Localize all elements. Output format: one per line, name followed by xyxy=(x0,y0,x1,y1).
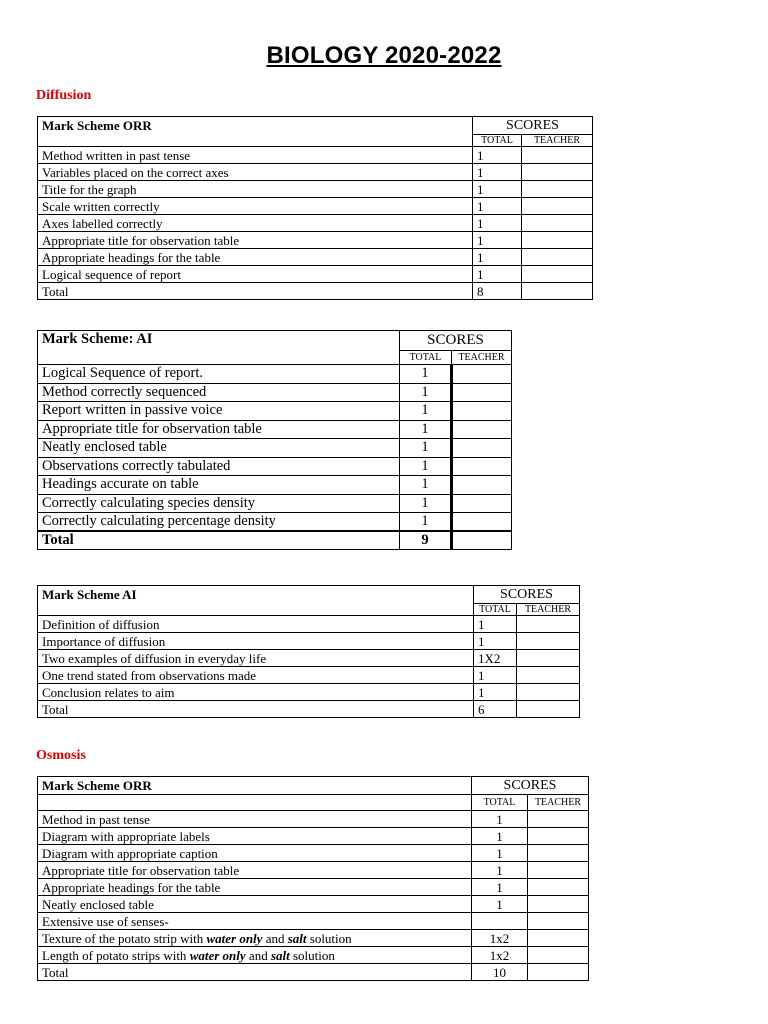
criterion-cell: Axes labelled correctly xyxy=(38,215,473,232)
table-row xyxy=(38,930,589,947)
total-score-cell: 1 xyxy=(400,494,452,513)
criterion-cell: Total xyxy=(38,964,472,981)
table-row xyxy=(38,494,512,513)
table-row xyxy=(38,383,512,402)
teacher-score-cell[interactable] xyxy=(452,383,512,402)
teacher-score-cell[interactable] xyxy=(522,181,593,198)
table-row xyxy=(38,633,580,650)
mark-scheme-table-orr-osmosis xyxy=(37,776,589,981)
teacher-score-cell[interactable] xyxy=(522,232,593,249)
total-score-cell: 1 xyxy=(473,198,522,215)
table-row xyxy=(38,198,593,215)
teacher-score-cell[interactable] xyxy=(452,402,512,421)
criterion-text: and xyxy=(245,947,271,963)
table-row xyxy=(38,913,589,930)
teacher-score-cell[interactable] xyxy=(522,164,593,181)
scores-header: SCORES xyxy=(400,331,512,351)
criterion-cell: Method in past tense xyxy=(38,811,472,828)
total-score-cell: 1 xyxy=(473,181,522,198)
teacher-score-cell[interactable] xyxy=(517,650,580,667)
table-row xyxy=(38,701,580,718)
criterion-cell: Conclusion relates to aim xyxy=(38,684,474,701)
criterion-cell: Diagram with appropriate caption xyxy=(38,845,472,862)
criterion-cell: Appropriate title for observation table xyxy=(38,862,472,879)
teacher-score-cell[interactable] xyxy=(517,684,580,701)
total-score-cell: 1X2 xyxy=(474,650,517,667)
scores-header: SCORES xyxy=(473,117,593,135)
criterion-cell: Total xyxy=(38,531,400,550)
criterion-cell: Appropriate title for observation table xyxy=(38,420,400,439)
teacher-score-cell[interactable] xyxy=(522,215,593,232)
criterion-cell: Correctly calculating percentage density xyxy=(38,513,400,532)
total-score-cell: 1 xyxy=(473,249,522,266)
teacher-score-cell[interactable] xyxy=(452,439,512,458)
table-row xyxy=(38,215,593,232)
total-score-cell: 1 xyxy=(472,845,528,862)
criterion-cell: Total xyxy=(38,283,473,300)
teacher-score-cell[interactable] xyxy=(528,862,589,879)
teacher-score-cell[interactable] xyxy=(528,828,589,845)
criterion-text: and xyxy=(262,930,288,946)
total-column-header: TOTAL xyxy=(474,604,517,616)
total-score-cell: 10 xyxy=(472,964,528,981)
table-row xyxy=(38,249,593,266)
criterion-cell: Correctly calculating species density xyxy=(38,494,400,513)
total-score-cell: 1 xyxy=(474,667,517,684)
teacher-score-cell[interactable] xyxy=(528,896,589,913)
table-row xyxy=(38,420,512,439)
table-row xyxy=(38,964,589,981)
teacher-score-cell[interactable] xyxy=(517,616,580,633)
total-score-cell: 1 xyxy=(472,828,528,845)
total-score-cell: 1 xyxy=(400,476,452,495)
table-row xyxy=(38,181,593,198)
table-row xyxy=(38,402,512,421)
teacher-column-header: TEACHER xyxy=(517,604,580,616)
teacher-column-header: TEACHER xyxy=(522,135,593,147)
total-score-cell: 1 xyxy=(473,147,522,164)
table-row xyxy=(38,879,589,896)
total-score-cell: 1 xyxy=(472,811,528,828)
total-score-cell: 8 xyxy=(473,283,522,300)
criterion-cell: Definition of diffusion xyxy=(38,616,474,633)
teacher-score-cell[interactable] xyxy=(522,147,593,164)
teacher-score-cell[interactable] xyxy=(452,494,512,513)
teacher-score-cell[interactable] xyxy=(528,879,589,896)
teacher-score-cell[interactable] xyxy=(517,633,580,650)
criterion-cell: Observations correctly tabulated xyxy=(38,457,400,476)
teacher-score-cell[interactable] xyxy=(452,531,512,550)
teacher-score-cell[interactable] xyxy=(452,365,512,384)
table-row xyxy=(38,616,580,633)
criterion-cell: Importance of diffusion xyxy=(38,633,474,650)
table-row xyxy=(38,232,593,249)
mark-scheme-table-orr-diffusion xyxy=(37,116,593,300)
criterion-cell: Total xyxy=(38,701,474,718)
criterion-cell: Report written in passive voice xyxy=(38,402,400,421)
teacher-score-cell[interactable] xyxy=(517,667,580,684)
total-column-header: TOTAL xyxy=(472,795,528,811)
table-row xyxy=(38,365,512,384)
teacher-score-cell[interactable] xyxy=(517,701,580,718)
scores-header: SCORES xyxy=(472,777,589,795)
table-caption: Mark Scheme AI xyxy=(38,586,474,616)
criterion-cell: Logical Sequence of report. xyxy=(38,365,400,384)
total-score-cell: 1 xyxy=(472,896,528,913)
teacher-score-cell[interactable] xyxy=(528,811,589,828)
total-score-cell: 1x2 xyxy=(472,930,528,947)
criterion-cell xyxy=(38,930,472,947)
emphasis-text: water only xyxy=(206,930,263,946)
total-score-cell: 1 xyxy=(400,383,452,402)
teacher-score-cell[interactable] xyxy=(452,457,512,476)
table-row xyxy=(38,947,589,964)
criterion-cell: Diagram with appropriate labels xyxy=(38,828,472,845)
criterion-cell: Appropriate title for observation table xyxy=(38,232,473,249)
teacher-score-cell[interactable] xyxy=(528,964,589,981)
criterion-cell: Method written in past tense xyxy=(38,147,473,164)
total-score-cell: 1 xyxy=(400,457,452,476)
emphasis-text: salt xyxy=(270,947,290,963)
total-score-cell: 6 xyxy=(474,701,517,718)
section-heading-osmosis: Osmosis xyxy=(36,748,86,763)
table-row xyxy=(38,667,580,684)
table-row xyxy=(38,845,589,862)
mark-scheme-table-ai-diffusion xyxy=(37,330,512,550)
total-score-cell: 1 xyxy=(473,266,522,283)
teacher-score-cell[interactable] xyxy=(522,266,593,283)
teacher-score-cell[interactable] xyxy=(528,913,589,930)
table-row xyxy=(38,650,580,667)
total-score-cell: 1x2 xyxy=(472,947,528,964)
table-row xyxy=(38,684,580,701)
teacher-score-cell[interactable] xyxy=(522,249,593,266)
table-row xyxy=(38,896,589,913)
criterion-cell: Appropriate headings for the table xyxy=(38,879,472,896)
criterion-text: Length of potato strips with xyxy=(42,947,190,963)
criterion-cell: Scale written correctly xyxy=(38,198,473,215)
table-row xyxy=(38,513,512,532)
teacher-score-cell[interactable] xyxy=(528,845,589,862)
table-row xyxy=(38,439,512,458)
criterion-cell xyxy=(38,947,472,964)
table-row xyxy=(38,147,593,164)
total-score-cell: 1 xyxy=(400,402,452,421)
total-score-cell: 1 xyxy=(472,862,528,879)
criterion-cell: Logical sequence of report xyxy=(38,266,473,283)
table-row xyxy=(38,828,589,845)
section-heading-diffusion: Diffusion xyxy=(36,88,92,103)
criterion-cell: Neatly enclosed table xyxy=(38,896,472,913)
blank-cell xyxy=(38,795,472,811)
teacher-score-cell[interactable] xyxy=(452,476,512,495)
table-row xyxy=(38,476,512,495)
teacher-score-cell[interactable] xyxy=(452,513,512,532)
table-row xyxy=(38,164,593,181)
table-row xyxy=(38,811,589,828)
total-column-header: TOTAL xyxy=(473,135,522,147)
table-row xyxy=(38,457,512,476)
criterion-cell: One trend stated from observations made xyxy=(38,667,474,684)
criterion-cell: Title for the graph xyxy=(38,181,473,198)
table-caption: Mark Scheme: AI xyxy=(38,331,400,365)
table-row xyxy=(38,266,593,283)
criterion-text: Texture of the potato strip with xyxy=(42,930,207,946)
criterion-cell: Extensive use of senses- xyxy=(38,913,472,930)
criterion-text: solution xyxy=(306,930,352,946)
teacher-score-cell[interactable] xyxy=(522,198,593,215)
criterion-cell: Method correctly sequenced xyxy=(38,383,400,402)
criterion-cell: Two examples of diffusion in everyday life xyxy=(38,650,474,667)
total-score-cell: 1 xyxy=(472,879,528,896)
criterion-cell: Headings accurate on table xyxy=(38,476,400,495)
total-score-cell: 1 xyxy=(473,164,522,181)
total-score-cell: 1 xyxy=(400,513,452,532)
table-row xyxy=(38,862,589,879)
teacher-score-cell[interactable] xyxy=(452,420,512,439)
criterion-cell: Neatly enclosed table xyxy=(38,439,400,458)
total-score-cell: 9 xyxy=(400,531,452,550)
table-caption: Mark Scheme ORR xyxy=(38,777,472,795)
total-score-cell: 1 xyxy=(473,232,522,249)
total-score-cell: 1 xyxy=(474,684,517,701)
emphasis-text: water only xyxy=(189,947,246,963)
total-column-header: TOTAL xyxy=(400,351,452,365)
criterion-cell: Variables placed on the correct axes xyxy=(38,164,473,181)
table-row xyxy=(38,283,593,300)
criterion-text: solution xyxy=(289,947,335,963)
total-score-cell: 1 xyxy=(473,215,522,232)
teacher-score-cell[interactable] xyxy=(522,283,593,300)
criterion-cell: Appropriate headings for the table xyxy=(38,249,473,266)
total-score-cell: 1 xyxy=(400,439,452,458)
table-caption: Mark Scheme ORR xyxy=(38,117,473,147)
teacher-score-cell[interactable] xyxy=(528,947,589,964)
total-score-cell: 1 xyxy=(400,420,452,439)
mark-scheme-table-ai-diffusion-2 xyxy=(37,585,580,718)
teacher-score-cell[interactable] xyxy=(528,930,589,947)
total-score-cell: 1 xyxy=(474,633,517,650)
document-title: BIOLOGY 2020-2022 xyxy=(266,42,502,69)
total-score-cell: 1 xyxy=(474,616,517,633)
emphasis-text: salt xyxy=(287,930,307,946)
teacher-column-header: TEACHER xyxy=(452,351,512,365)
teacher-column-header: TEACHER xyxy=(528,795,589,811)
total-score-cell: 1 xyxy=(400,365,452,384)
total-score-cell xyxy=(472,913,528,930)
scores-header: SCORES xyxy=(474,586,580,604)
table-row xyxy=(38,531,512,550)
